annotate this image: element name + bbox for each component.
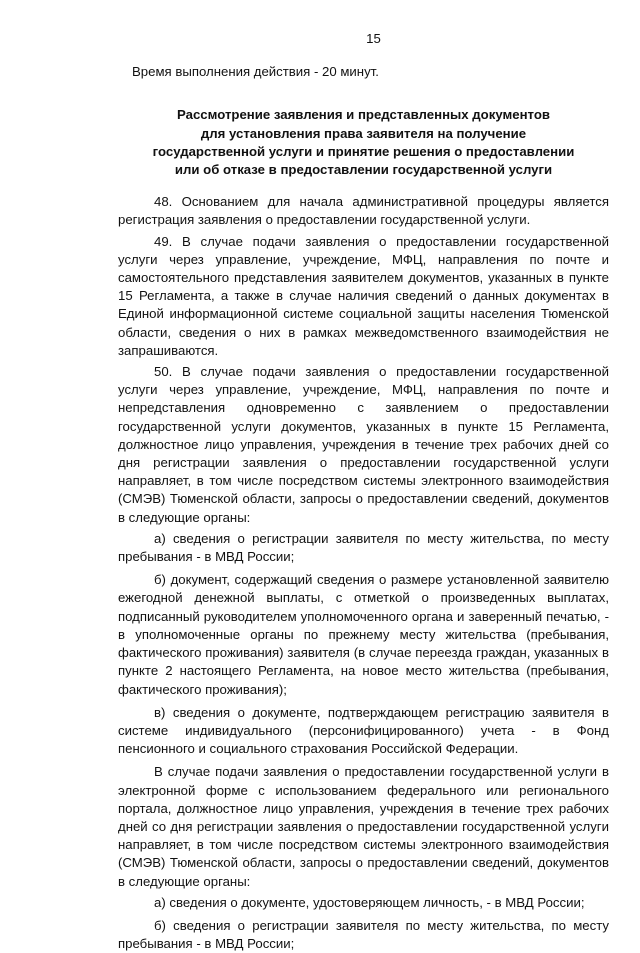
section-heading — [118, 106, 609, 179]
section-heading-line: Рассмотрение заявления и представленных документов — [177, 107, 550, 123]
paragraph-electronic-item-b: б) сведения о регистрации заявителя по месту жительства, по месту пребывания - в МВД России; — [118, 917, 609, 952]
execution-time-line: Время выполнения действия - 20 минут. — [132, 64, 379, 80]
section-heading-line: государственной услуги и принятие решения о предоставлении — [152, 143, 575, 159]
paragraph-50-item-v: в) сведения о документе, подтверждающем регистрацию заявителя в системе индивидуального (персонифицированного) учета - в Фонд пенсионного и социального страхования Российской Федерации. — [118, 704, 609, 757]
section-heading-line: для установления права заявителя на получение — [200, 125, 527, 141]
paragraph-electronic-submission: В случае подачи заявления о предоставлении государственной услуги в электронной форме с использованием федерального или регионального портала, должностное лицо управления, учреждения в течение трех рабочих дней со дня регистрации заявления о предоставлении государственной услуги направляет, в том числе посредством системы электронного взаимодействия (СМЭВ) Тюменской области, запросы о предоставлении сведений, документов в следующие органы: — [118, 764, 609, 889]
paragraph-50-item-b: б) документ, содержащий сведения о размере установленной заявителю ежегодной денежной выплаты, с отметкой о произведенных выплатах, подписанный руководителем уполномоченного органа и заверенный печатью, - в уполномоченные органы по прежнему месту жительства (пребывания, фактического проживания) заявителя (в случае переезда граждан, указанных в пункте 2 настоящего Регламента, на новое место жительства (пребывания, фактического проживания); — [118, 572, 609, 697]
paragraph-50: 50. В случае подачи заявления о предоставлении государственной услуги через управление, учреждение, МФЦ, направления по почте и непредставления одновременно с заявлением о предоставлении государственной услуги документов, указанных в пункте 15 Регламента, должностное лицо управления, учреждения в течение трех рабочих дней со дня регистрации заявления о предоставлении государственной услуги направляет, в том числе посредством системы электронного взаимодействия (СМЭВ) Тюменской области, запросы о предоставлении сведений, документов в следующие органы: — [118, 364, 609, 525]
paragraph-electronic-item-a: а) сведения о документе, удостоверяющем личность, - в МВД России; — [154, 894, 585, 910]
paragraph-48: 48. Основанием для начала административной процедуры является регистрация заявления о предоставлении государственной услуги. — [118, 194, 609, 228]
paragraph-50-item-a: а) сведения о регистрации заявителя по месту жительства, по месту пребывания - в МВД России; — [118, 530, 609, 565]
paragraph-49: 49. В случае подачи заявления о предоставлении государственной услуги через управление, учреждение, МФЦ, направления по почте и самостоятельного представления заявителем документов, указанных в пункте 15 Регламента, а также в случае наличия сведений о данных документах в Единой информационной системе социальной защиты населения Тюменской области, сведения о них в рамках межведомственного взаимодействия не запрашиваются. — [118, 233, 609, 358]
page-number: 15 — [366, 31, 381, 46]
section-heading-line: или об отказе в предоставлении государственной услуги — [174, 162, 553, 178]
